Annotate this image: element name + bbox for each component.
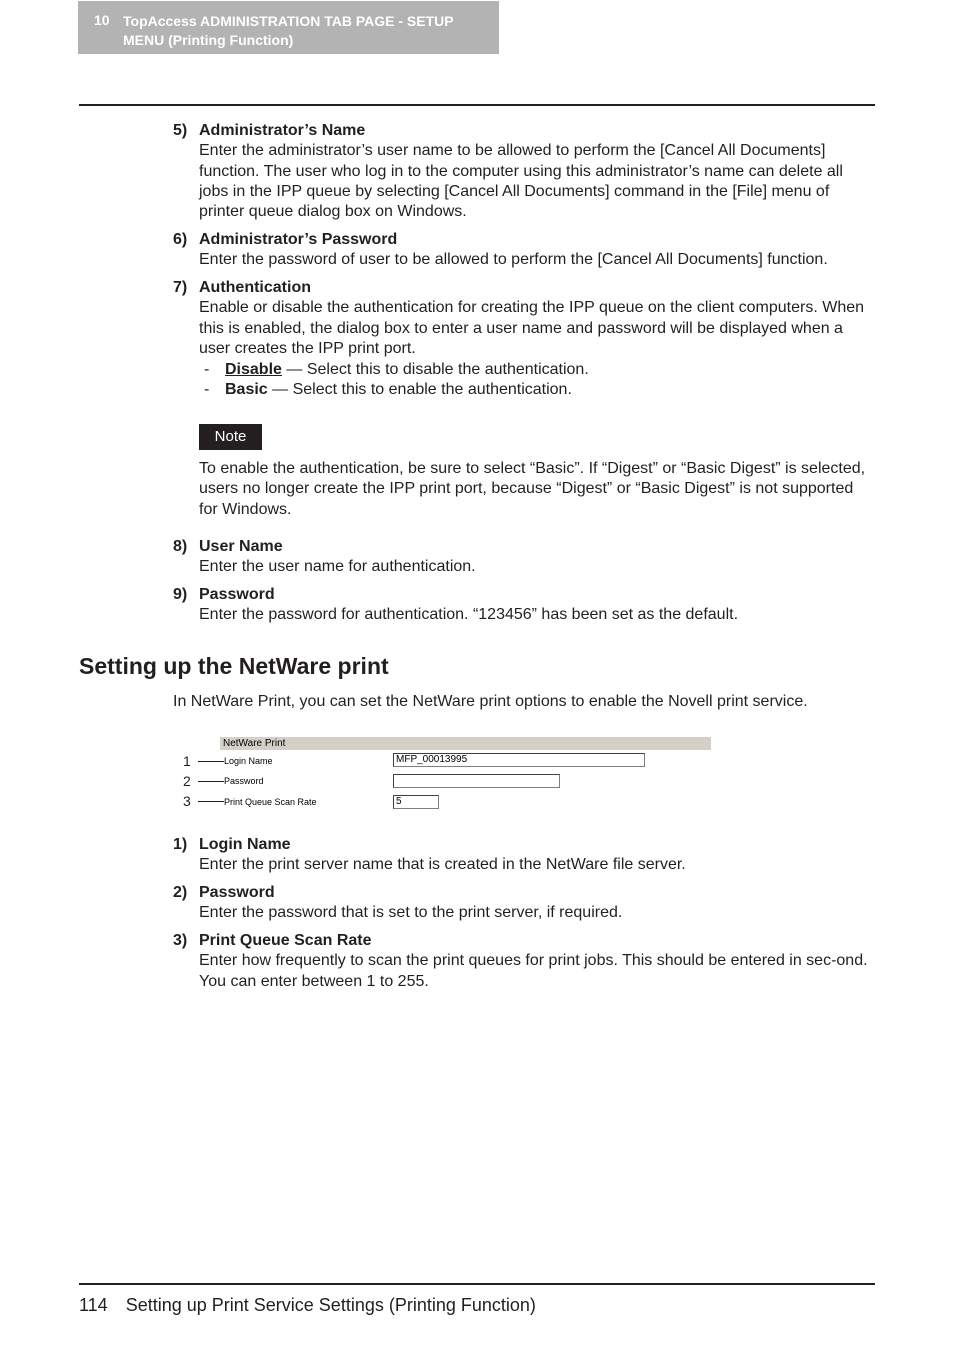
item-heading: Login Name	[199, 836, 291, 853]
item-print-queue-scan-rate	[173, 931, 873, 992]
form-title: NetWare Print	[223, 738, 286, 749]
bottom-rule	[79, 1283, 875, 1285]
chapter-title: TopAccess ADMINISTRATION TAB PAGE - SETUP MENU (Printing Function)	[123, 13, 454, 48]
section-intro: In NetWare Print, you can set the NetWare print options to enable the Novell print service.	[173, 693, 808, 710]
item-text: Enable or disable the authentication for creating the IPP queue on the client computers. When this is enabled, the dialog box to enter a user name and password will be displayed when a user creates the IPP print port.	[199, 299, 865, 357]
option-description: — Select this to enable the authentication.	[267, 381, 572, 398]
page-number: 114	[79, 1295, 108, 1315]
option-name: Basic	[225, 381, 268, 398]
item-heading: Authentication	[199, 279, 311, 296]
item-heading: Print Queue Scan Rate	[199, 932, 372, 949]
item-text: Enter how frequently to scan the print queues for print jobs. This should be entered in sec-ond. You can enter between 1 to 255.	[199, 952, 868, 990]
page-footer	[79, 1295, 536, 1316]
item-number: 1)	[173, 836, 188, 853]
callout-3: 3	[183, 793, 191, 809]
bullet-dash: -	[204, 381, 210, 398]
print-queue-scan-rate-label: Print Queue Scan Rate	[224, 797, 317, 807]
footer-title: Setting up Print Service Settings (Printing Function)	[125, 1295, 536, 1315]
item-heading: Password	[199, 884, 275, 901]
item-login-name	[173, 835, 873, 876]
print-queue-scan-rate-input[interactable]	[393, 795, 439, 809]
item-heading: Administrator’s Name	[199, 122, 366, 139]
option-description: — Select this to disable the authentication.	[281, 361, 589, 378]
login-name-label: Login Name	[224, 756, 273, 766]
item-number: 9)	[173, 586, 188, 603]
item-heading: Password	[199, 586, 275, 603]
section-title: Setting up the NetWare print	[79, 653, 389, 679]
password-input[interactable]	[393, 774, 560, 788]
chapter-header-tab	[78, 1, 499, 54]
item-administrators-name	[173, 121, 873, 222]
callout-line	[198, 781, 224, 782]
note-text: To enable the authentication, be sure to select “Basic”. If “Digest” or “Basic Digest” is selected, users no longer create the IPP print port, because “Digest” or “Basic Digest” is not supported for Windows.	[199, 460, 866, 518]
item-number: 5)	[173, 122, 188, 139]
item-password-auth	[173, 585, 873, 626]
item-administrators-password	[173, 230, 873, 271]
item-number: 8)	[173, 538, 188, 555]
item-text: Enter the password that is set to the print server, if required.	[199, 904, 623, 922]
item-number: 7)	[173, 279, 188, 296]
item-heading: Administrator’s Password	[199, 231, 398, 248]
item-number: 2)	[173, 884, 188, 901]
item-number: 3)	[173, 932, 188, 949]
callout-2: 2	[183, 773, 191, 789]
chapter-number: 10	[94, 12, 110, 28]
item-text: Enter the password for authentication. “123456” has been set as the default.	[199, 606, 739, 624]
item-heading: User Name	[199, 538, 283, 555]
top-rule	[79, 104, 875, 106]
password-label: Password	[224, 776, 264, 786]
item-text: Enter the password of user to be allowed to perform the [Cancel All Documents] function.	[199, 251, 828, 269]
item-user-name	[173, 537, 873, 578]
item-number: 6)	[173, 231, 188, 248]
item-text: Enter the print server name that is created in the NetWare file server.	[199, 856, 686, 874]
item-text: Enter the administrator’s user name to be allowed to perform the [Cancel All Documents] function. The user who log in to the computer using this administrator’s name can delete all jobs in the IPP queue by selecting [Cancel All Documents] command in the [File] menu of printer queue dialog box on Windows.	[199, 142, 843, 221]
note-badge: Note	[199, 424, 262, 450]
option-name: Disable	[225, 361, 282, 378]
callout-line	[198, 761, 224, 762]
item-authentication	[173, 278, 873, 359]
callout-line	[198, 801, 224, 802]
item-password-netware	[173, 883, 873, 924]
callout-1: 1	[183, 753, 191, 769]
bullet-dash: -	[204, 361, 210, 378]
login-name-input[interactable]	[393, 753, 645, 767]
netware-print-form-header	[220, 737, 711, 750]
item-text: Enter the user name for authentication.	[199, 558, 476, 576]
